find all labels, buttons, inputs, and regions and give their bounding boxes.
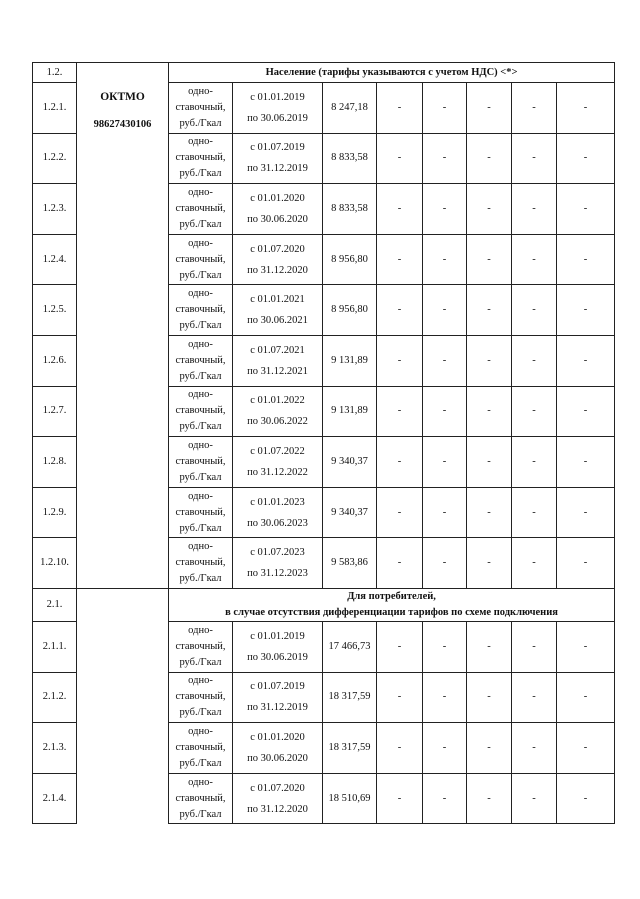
empty-dash-cell: - [512,285,557,336]
period-to: по 30.06.2022 [247,416,308,428]
tariff-type-line3: руб./Гкал [179,471,222,483]
empty-dash-cell: - [557,437,615,488]
period-from: с 01.01.2020 [250,731,305,743]
oktmo-label: ОКТМО [100,90,145,103]
period-from: с 01.07.2019 [250,142,305,154]
tariff-type-line1: одно- [188,186,213,198]
empty-dash-cell: - [377,386,423,437]
period-cell [233,773,323,824]
tariff-type-line1: одно- [188,237,213,249]
tariff-document [32,62,614,824]
tariff-value: 9 131,89 [323,335,377,386]
empty-dash-cell: - [377,234,423,285]
tariff-type-line3: руб./Гкал [179,117,222,129]
tariff-type-line3: руб./Гкал [179,370,222,382]
empty-dash-cell: - [423,437,467,488]
tariff-type-line1: одно- [188,338,213,350]
tariff-type-line3: руб./Гкал [179,320,222,332]
empty-dash-cell: - [557,133,615,184]
empty-dash-cell: - [512,538,557,589]
tariff-type-line3: руб./Гкал [179,218,222,230]
empty-dash-cell: - [467,437,512,488]
tariff-type [169,487,233,538]
tariff-type-line3: руб./Гкал [179,573,222,585]
row-number: 2.1.3. [33,723,77,774]
period-to: по 31.12.2020 [247,803,308,815]
row-number: 1.2.9. [33,487,77,538]
tariff-value: 8 956,80 [323,285,377,336]
empty-dash-cell: - [423,386,467,437]
tariff-row [33,386,615,437]
tariff-type [169,335,233,386]
tariff-row [33,133,615,184]
empty-dash-cell: - [377,437,423,488]
period-from: с 01.07.2020 [250,782,305,794]
empty-dash-cell: - [467,487,512,538]
oktmo-cell [77,335,169,386]
oktmo-cell [77,672,169,723]
empty-dash-cell: - [512,723,557,774]
empty-dash-cell: - [377,184,423,235]
section-1-2-header-row [33,63,615,83]
tariff-type-line3: руб./Гкал [179,757,222,769]
tariff-type-line3: руб./Гкал [179,707,222,719]
row-number: 1.2.5. [33,285,77,336]
tariff-type [169,773,233,824]
tariff-type [169,672,233,723]
tariff-value: 8 833,58 [323,184,377,235]
tariff-type-line1: одно- [188,490,213,502]
period-from: с 01.07.2020 [250,243,305,255]
tariff-type [169,538,233,589]
tariff-value: 18 317,59 [323,723,377,774]
period-to: по 30.06.2020 [247,752,308,764]
tariff-type-line2: ставочный, [175,354,226,366]
period-to: по 30.06.2019 [247,651,308,663]
tariff-type-line2: ставочный, [175,253,226,265]
empty-dash-cell: - [423,133,467,184]
tariff-type [169,386,233,437]
period-to: по 30.06.2019 [247,112,308,124]
section-number: 1.2. [33,63,77,83]
empty-dash-cell: - [557,621,615,672]
tariff-row [33,285,615,336]
oktmo-cell [77,437,169,488]
empty-dash-cell: - [377,672,423,723]
tariff-type-line1: одно- [188,136,213,148]
tariff-type [169,723,233,774]
period-cell [233,386,323,437]
tariff-row [33,538,615,589]
period-to: по 31.12.2020 [247,264,308,276]
empty-dash-cell: - [423,234,467,285]
tariff-value: 18 510,69 [323,773,377,824]
tariff-type-line1: одно- [188,675,213,687]
tariff-type-line1: одно- [188,776,213,788]
period-from: с 01.01.2019 [250,91,305,103]
period-cell [233,133,323,184]
tariff-type-line3: руб./Гкал [179,269,222,281]
tariff-type-line1: одно- [188,725,213,737]
empty-dash-cell: - [423,487,467,538]
tariff-type-line1: одно- [188,439,213,451]
empty-dash-cell: - [377,335,423,386]
row-number: 1.2.6. [33,335,77,386]
oktmo-cell [77,538,169,589]
period-cell [233,184,323,235]
empty-dash-cell: - [467,184,512,235]
empty-dash-cell: - [377,723,423,774]
empty-dash-cell: - [557,184,615,235]
empty-dash-cell: - [423,621,467,672]
empty-dash-cell: - [467,234,512,285]
tariff-type [169,83,233,134]
tariff-row [33,234,615,285]
empty-dash-cell: - [512,621,557,672]
empty-dash-cell: - [377,285,423,336]
section-1-2-header: Население (тарифы указываются с учетом НДС) <*> [169,63,615,83]
tariff-type [169,133,233,184]
empty-dash-cell: - [557,723,615,774]
oktmo-cell [77,588,169,621]
period-to: по 31.12.2022 [247,466,308,478]
oktmo-cell-top [77,63,169,83]
period-from: с 01.01.2020 [250,192,305,204]
empty-dash-cell: - [512,487,557,538]
tariff-type-line3: руб./Гкал [179,656,222,668]
empty-dash-cell: - [557,234,615,285]
tariff-table [32,62,615,824]
section-number: 2.1. [33,588,77,621]
oktmo-cell [77,184,169,235]
empty-dash-cell: - [467,285,512,336]
period-from: с 01.01.2022 [250,395,305,407]
period-cell [233,621,323,672]
tariff-row [33,621,615,672]
tariff-value: 9 340,37 [323,437,377,488]
period-cell [233,723,323,774]
empty-dash-cell: - [557,386,615,437]
oktmo-code: 98627430106 [93,118,152,130]
empty-dash-cell: - [377,621,423,672]
period-to: по 31.12.2023 [247,568,308,580]
tariff-type [169,234,233,285]
empty-dash-cell: - [423,83,467,134]
period-cell [233,83,323,134]
tariff-table-body [33,63,615,824]
empty-dash-cell: - [423,672,467,723]
tariff-type-line2: ставочный, [175,304,226,316]
tariff-row [33,487,615,538]
empty-dash-cell: - [557,538,615,589]
tariff-type [169,437,233,488]
empty-dash-cell: - [423,285,467,336]
tariff-type [169,621,233,672]
period-to: по 30.06.2023 [247,517,308,529]
period-cell [233,437,323,488]
tariff-row [33,672,615,723]
row-number: 1.2.8. [33,437,77,488]
tariff-value: 8 956,80 [323,234,377,285]
tariff-type-line1: одно- [188,85,213,97]
tariff-value: 8 247,18 [323,83,377,134]
period-cell [233,538,323,589]
period-from: с 01.01.2019 [250,630,305,642]
empty-dash-cell: - [467,386,512,437]
empty-dash-cell: - [467,335,512,386]
tariff-type [169,184,233,235]
empty-dash-cell: - [467,621,512,672]
empty-dash-cell: - [377,538,423,589]
tariff-type-line2: ставочный, [175,455,226,467]
period-from: с 01.01.2021 [250,294,305,306]
section-2-1-header-row [33,588,615,621]
oktmo-cell [77,234,169,285]
empty-dash-cell: - [557,335,615,386]
row-number: 2.1.1. [33,621,77,672]
tariff-value: 17 466,73 [323,621,377,672]
tariff-row [33,723,615,774]
empty-dash-cell: - [512,234,557,285]
empty-dash-cell: - [377,133,423,184]
row-number: 1.2.7. [33,386,77,437]
empty-dash-cell: - [467,133,512,184]
tariff-type [169,285,233,336]
tariff-row [33,184,615,235]
period-from: с 01.07.2021 [250,344,305,356]
empty-dash-cell: - [423,723,467,774]
empty-dash-cell: - [512,133,557,184]
row-number: 1.2.4. [33,234,77,285]
period-cell [233,285,323,336]
period-from: с 01.07.2022 [250,445,305,457]
tariff-type-line2: ставочный, [175,152,226,164]
row-number: 2.1.4. [33,773,77,824]
empty-dash-cell: - [423,538,467,589]
empty-dash-cell: - [467,723,512,774]
empty-dash-cell: - [512,83,557,134]
period-to: по 30.06.2020 [247,213,308,225]
empty-dash-cell: - [512,437,557,488]
tariff-value: 9 340,37 [323,487,377,538]
period-cell [233,335,323,386]
period-to: по 31.12.2021 [247,365,308,377]
tariff-type-line1: одно- [188,389,213,401]
empty-dash-cell: - [557,285,615,336]
empty-dash-cell: - [377,83,423,134]
tariff-type-line1: одно- [188,288,213,300]
period-cell [233,234,323,285]
empty-dash-cell: - [557,83,615,134]
oktmo-cell [77,723,169,774]
tariff-type-line2: ставочный, [175,405,226,417]
tariff-value: 9 131,89 [323,386,377,437]
oktmo-cell [77,621,169,672]
period-from: с 01.07.2019 [250,681,305,693]
tariff-type-line2: ставочный, [175,640,226,652]
period-to: по 31.12.2019 [247,163,308,175]
empty-dash-cell: - [512,335,557,386]
tariff-value: 9 583,86 [323,538,377,589]
tariff-type-line3: руб./Гкал [179,168,222,180]
tariff-type-line2: ставочный, [175,101,226,113]
empty-dash-cell: - [557,672,615,723]
row-number: 1.2.2. [33,133,77,184]
empty-dash-cell: - [467,83,512,134]
tariff-type-line1: одно- [188,541,213,553]
row-number: 1.2.1. [33,83,77,134]
row-number: 1.2.10. [33,538,77,589]
empty-dash-cell: - [557,487,615,538]
section-2-1-header [169,588,615,621]
oktmo-cell [77,83,169,134]
oktmo-cell [77,773,169,824]
period-from: с 01.01.2023 [250,496,305,508]
empty-dash-cell: - [377,487,423,538]
empty-dash-cell: - [467,538,512,589]
tariff-row [33,437,615,488]
section-2-1-header-line1: Для потребителей, [347,590,436,602]
section-2-1-header-line2: в случае отсутствия дифференциации тарифов по схеме подключения [225,606,558,618]
empty-dash-cell: - [512,184,557,235]
tariff-type-line2: ставочный, [175,691,226,703]
empty-dash-cell: - [557,773,615,824]
empty-dash-cell: - [423,335,467,386]
tariff-type-line2: ставочный, [175,557,226,569]
oktmo-cell [77,285,169,336]
row-number: 1.2.3. [33,184,77,235]
tariff-type-line2: ставочный, [175,202,226,214]
row-number: 2.1.2. [33,672,77,723]
period-to: по 30.06.2021 [247,315,308,327]
tariff-type-line2: ставочный, [175,792,226,804]
oktmo-cell [77,386,169,437]
tariff-row [33,773,615,824]
empty-dash-cell: - [377,773,423,824]
empty-dash-cell: - [423,773,467,824]
oktmo-cell [77,133,169,184]
empty-dash-cell: - [512,773,557,824]
period-cell [233,672,323,723]
tariff-value: 18 317,59 [323,672,377,723]
tariff-type-line3: руб./Гкал [179,421,222,433]
oktmo-cell [77,487,169,538]
tariff-type-line1: одно- [188,624,213,636]
tariff-type-line2: ставочный, [175,741,226,753]
empty-dash-cell: - [467,672,512,723]
tariff-row [33,335,615,386]
period-cell [233,487,323,538]
period-from: с 01.07.2023 [250,547,305,559]
tariff-type-line3: руб./Гкал [179,522,222,534]
empty-dash-cell: - [467,773,512,824]
tariff-type-line2: ставочный, [175,506,226,518]
tariff-type-line3: руб./Гкал [179,808,222,820]
tariff-row [33,83,615,134]
empty-dash-cell: - [512,386,557,437]
empty-dash-cell: - [423,184,467,235]
tariff-value: 8 833,58 [323,133,377,184]
period-to: по 31.12.2019 [247,702,308,714]
empty-dash-cell: - [512,672,557,723]
